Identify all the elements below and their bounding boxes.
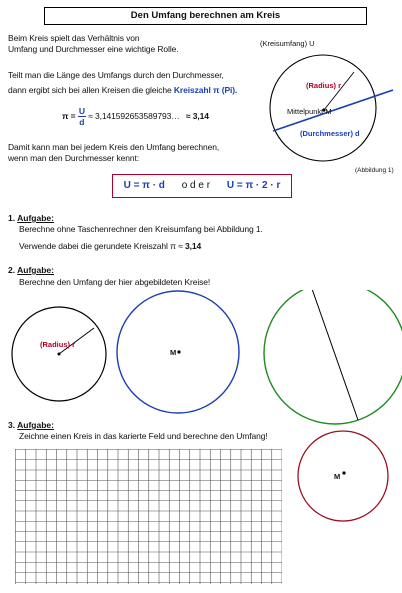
formula-diameter: U = π · d	[123, 180, 165, 191]
pi-fraction-numerator: U	[78, 106, 85, 117]
task-1-line-1: Berechne ohne Taschenrechner den Kreisumfang bei Abbildung 1.	[19, 224, 263, 234]
task-2-circle-2-center	[177, 350, 180, 353]
intro-line-4	[8, 85, 237, 96]
mittelpunkt-label: Mittelpunkt M	[287, 107, 332, 116]
task-3-heading	[8, 420, 54, 430]
figure-1-caption: (Abbildung 1)	[355, 167, 394, 174]
kreiszahl-term: Kreiszahl π (Pi).	[173, 85, 238, 95]
pi-fraction-denominator: d	[79, 117, 85, 128]
radius-label: (Radius) r	[306, 81, 342, 90]
formula-radius: U = π · 2 · r	[226, 180, 281, 191]
task-2-circle-green	[264, 290, 402, 424]
task-1-line-2-text: Verwende dabei die gerundete Kreiszahl π ≈	[19, 241, 185, 251]
task-2-number: 2.	[8, 265, 16, 275]
task-3-center-label: M	[334, 472, 341, 481]
task-3-title: Aufgabe:	[17, 420, 54, 430]
task-1-pi-rounded: 3,14	[184, 241, 202, 251]
task-1-title: Aufgabe:	[17, 213, 54, 223]
task-1-heading	[8, 213, 54, 223]
middle-line-2: wenn man den Durchmesser kennt:	[8, 153, 140, 163]
intro-line-1: Beim Kreis spielt das Verhältnis von	[8, 33, 140, 43]
middle-line-1: Damit kann man bei jedem Kreis den Umfang berechnen,	[8, 142, 220, 152]
task-2-circles	[0, 290, 402, 430]
task-1-number: 1.	[8, 213, 16, 223]
task-1-line-2	[19, 241, 201, 252]
pi-fraction	[78, 106, 86, 127]
pi-value-short: ≈ 3,14	[185, 111, 209, 121]
task-2-center-label: M	[170, 348, 177, 357]
task-2-heading	[8, 265, 54, 275]
task-2-title: Aufgabe:	[17, 265, 54, 275]
task-2-diameter-line	[311, 290, 358, 420]
task-3-circle	[296, 428, 392, 524]
task-3-number: 3.	[8, 420, 16, 430]
checkered-field[interactable]	[15, 449, 282, 584]
page-title: Den Umfang berechnen am Kreis	[44, 7, 367, 25]
pi-value-long: ≈ 3,141592653589793…	[88, 111, 180, 121]
intro-line-4-text: dann ergibt sich bei allen Kreisen die gleiche	[8, 85, 174, 95]
pi-formula	[62, 104, 209, 128]
formula-oder: o d e r	[181, 180, 211, 191]
task-2-circle-1-center	[58, 353, 61, 356]
pi-lhs: π =	[62, 111, 76, 121]
task-3-circle-outline	[298, 431, 388, 521]
kreisumfang-label: (Kreisumfang) U	[260, 39, 315, 48]
intro-line-3: Teilt man die Länge des Umfangs durch den Durchmesser,	[8, 70, 224, 80]
task-2-line-1: Berechne den Umfang der hier abgebildeten Kreise!	[19, 277, 211, 287]
task-2-radius-label: (Radius) r	[40, 340, 76, 349]
task-3-line-1: Zeichne einen Kreis in das karierte Feld und berechne den Umfang!	[19, 431, 268, 441]
task-3-circle-center	[342, 471, 345, 474]
durchmesser-label: (Durchmesser) d	[300, 129, 360, 138]
intro-line-2: Umfang und Durchmesser eine wichtige Rolle.	[8, 44, 179, 54]
